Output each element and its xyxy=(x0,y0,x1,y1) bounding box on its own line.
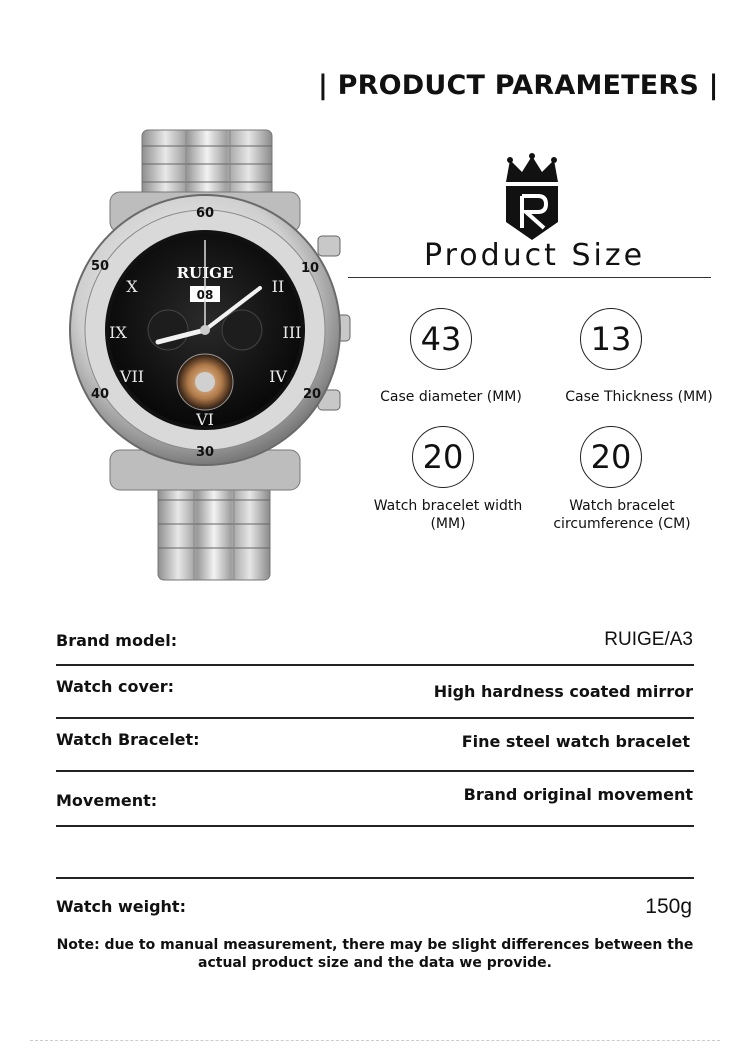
bracelet-top xyxy=(142,130,272,202)
brand-logo xyxy=(500,152,564,242)
spec-label-movement: Movement: xyxy=(56,791,158,810)
bezel-30: 30 xyxy=(195,445,215,460)
spec-value-watch-cover: High hardness coated mirror xyxy=(433,682,693,701)
spec-label-brand-model: Brand model: xyxy=(56,631,178,650)
bezel-60: 60 xyxy=(195,206,215,221)
divider xyxy=(348,277,711,278)
page-title: | PRODUCT PARAMETERS | xyxy=(318,70,719,101)
svg-text:III: III xyxy=(282,323,302,342)
divider xyxy=(56,664,694,666)
spec-label-watch-cover: Watch cover: xyxy=(56,677,175,696)
case-thickness-value: 13 xyxy=(580,308,642,370)
svg-text:II: II xyxy=(271,277,285,296)
svg-text:IX: IX xyxy=(109,323,127,342)
bezel-20: 20 xyxy=(302,387,322,402)
bezel-50: 50 xyxy=(90,259,110,274)
bracelet-width-value: 20 xyxy=(412,426,474,488)
case-diameter-value: 43 xyxy=(410,308,472,370)
svg-text:VII: VII xyxy=(119,367,145,386)
spec-value-watch-weight: 150g xyxy=(645,895,692,918)
watch-brand: RUIGE xyxy=(176,264,234,282)
spec-label-watch-weight: Watch weight: xyxy=(56,897,186,916)
bracelet-bottom xyxy=(158,480,270,580)
svg-text:VI: VI xyxy=(196,410,214,429)
case-thickness-label: Case Thickness (MM) xyxy=(565,389,713,405)
svg-text:X: X xyxy=(126,277,138,296)
bracelet-width-label: Watch bracelet width (MM) xyxy=(373,498,523,532)
divider xyxy=(56,825,694,827)
svg-text:IV: IV xyxy=(269,367,287,386)
product-size-title: Product Size xyxy=(424,238,646,273)
spec-value-brand-model: RUIGE/A3 xyxy=(604,629,693,650)
case-diameter-label: Case diameter (MM) xyxy=(380,389,522,405)
watch-image xyxy=(60,120,360,590)
divider xyxy=(56,770,694,772)
spec-label-watch-bracelet: Watch Bracelet: xyxy=(56,730,200,749)
spec-value-watch-bracelet: Fine steel watch bracelet xyxy=(461,732,690,751)
bracelet-circumference-value: 20 xyxy=(580,426,642,488)
watch-date: 08 xyxy=(196,288,214,302)
bezel-10: 10 xyxy=(300,261,320,276)
spec-value-movement: Brand original movement xyxy=(463,785,693,804)
divider xyxy=(56,717,694,719)
bracelet-circumference-label: Watch bracelet circumference (CM) xyxy=(553,498,691,532)
measurement-note: Note: due to manual measurement, there may be slight differences between the actual product size and the data we provide. xyxy=(56,937,694,971)
divider xyxy=(56,877,694,879)
bezel-40: 40 xyxy=(90,387,110,402)
divider xyxy=(30,1040,720,1041)
